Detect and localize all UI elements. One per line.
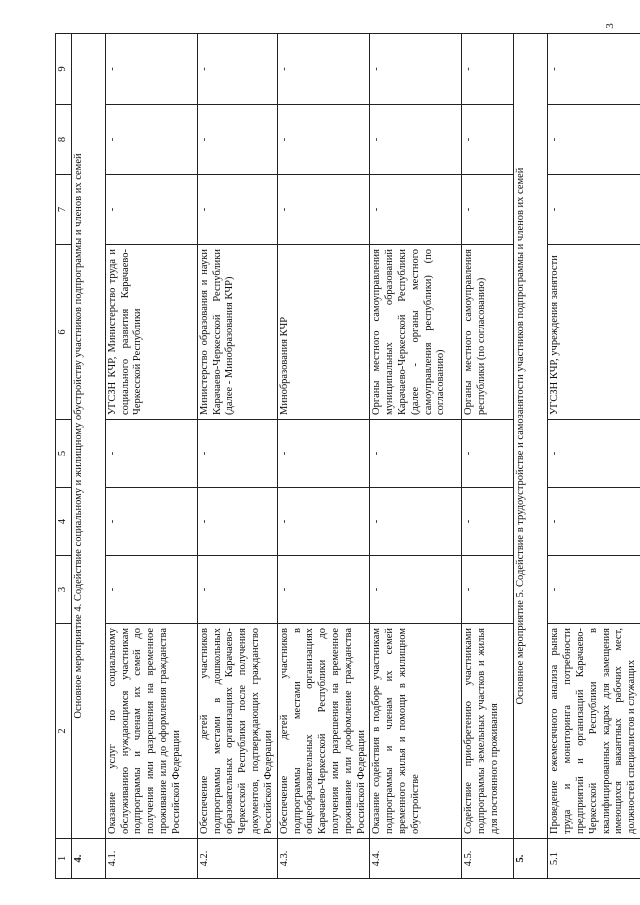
cell-col5: -	[548, 420, 640, 488]
column-number: 1	[56, 839, 72, 879]
cell-col4: -	[370, 488, 462, 556]
section-title: Основное мероприятие 4. Содействие социальному и жилищному обустройству участников подпрограммы и членов их семей	[71, 34, 105, 839]
cell-col3: -	[197, 556, 277, 624]
executor: Министерство образования и науки Карачаево-Черкесской Республики (далее - Минобразования КЧР)	[197, 245, 277, 420]
executor: УГСЗН КЧР, учреждения занятости	[548, 245, 640, 420]
cell-col9: -	[548, 34, 640, 105]
section-number: 4.	[71, 839, 105, 879]
cell-col7: -	[197, 175, 277, 245]
column-number: 7	[56, 175, 72, 245]
activity-description: Проведение ежемесячного анализа рынка труда и мониторинга потребности предприятий и организаций Карачаево-Черкесской Республики в квалифицированных кадрах для замещения имеющихся вакантных рабочих мест, должностей специалистов и служащих	[548, 624, 640, 839]
activity-description: Содействие приобретению участниками подпрограммы земельных участков и жилья для постоянного проживания	[462, 624, 514, 839]
cell-col9: -	[370, 34, 462, 105]
column-number: 6	[56, 245, 72, 420]
executor: УГСЗН КЧР, Министерство труда и социального развития Карачаево-Черкесской Республики	[105, 245, 197, 420]
cell-col9: -	[197, 34, 277, 105]
cell-col3: -	[105, 556, 197, 624]
section-number: 5.	[514, 839, 548, 879]
cell-col5: -	[277, 420, 370, 488]
cell-col3: -	[548, 556, 640, 624]
column-number: 8	[56, 105, 72, 175]
cell-col5: -	[370, 420, 462, 488]
table-row	[548, 34, 640, 879]
cell-col3: -	[277, 556, 370, 624]
cell-col5: -	[197, 420, 277, 488]
cell-col8: -	[105, 105, 197, 175]
executor: Органы местного самоуправления муниципальных образований Карачаево-Черкесской Республики (далее - органы местного самоуправления республики) (по согласованию)	[370, 245, 462, 420]
column-number: 5	[56, 420, 72, 488]
rotated-sheet	[55, 34, 638, 879]
section-title: Основное мероприятие 5. Содействие в трудоустройстве и самозанятости участников подпрограммы и членов их семей	[514, 34, 548, 839]
executor: Минобразования КЧР	[277, 245, 370, 420]
cell-col7: -	[105, 175, 197, 245]
activity-description: Оказание содействия в подборе участникам подпрограммы и членам их семей временного жилья и помощи в жилищном обустройстве	[370, 624, 462, 839]
cell-col4: -	[277, 488, 370, 556]
table-row	[462, 34, 514, 879]
column-number: 3	[56, 556, 72, 624]
row-number: 4.1.	[105, 839, 197, 879]
page-frame	[55, 34, 638, 879]
row-number: 5.1	[548, 839, 640, 879]
cell-col8: -	[197, 105, 277, 175]
cell-col4: -	[197, 488, 277, 556]
activity-description: Оказание услуг по социальному обслуживанию нуждающимся участникам подпрограммы и членам их семей до получения ими разрешения на временное проживание или до оформления гражданства Российской Федерации	[105, 624, 197, 839]
cell-col4: -	[548, 488, 640, 556]
cell-col9: -	[277, 34, 370, 105]
page-number: 3	[603, 23, 616, 29]
cell-col5: -	[105, 420, 197, 488]
table-row	[105, 34, 197, 879]
cell-col3: -	[462, 556, 514, 624]
cell-col3: -	[370, 556, 462, 624]
cell-col7: -	[277, 175, 370, 245]
table-row	[277, 34, 370, 879]
cell-col4: -	[105, 488, 197, 556]
column-number: 9	[56, 34, 72, 105]
activity-description: Обеспечение детей участников подпрограммы местами в общеобразовательных организациях Карачаево-Черкесской Республики до получения ими разрешения на временное проживание или доофомление гражданства Российской Федерации	[277, 624, 370, 839]
activity-description: Обеспечение детей участников подпрограммы местами в дошкольных образовательных организациях Карачаево-Черкесской Республики после получения документов, подтверждающих гражданство Российской Федерации	[197, 624, 277, 839]
cell-col8: -	[462, 105, 514, 175]
cell-col5: -	[462, 420, 514, 488]
column-number: 2	[56, 624, 72, 839]
row-number: 4.3.	[277, 839, 370, 879]
cell-col8: -	[548, 105, 640, 175]
section-header-5	[514, 34, 548, 879]
section-header-4	[71, 34, 105, 879]
cell-col7: -	[462, 175, 514, 245]
cell-col9: -	[462, 34, 514, 105]
cell-col8: -	[277, 105, 370, 175]
table-row	[370, 34, 462, 879]
cell-col4: -	[462, 488, 514, 556]
cell-col7: -	[370, 175, 462, 245]
column-number: 4	[56, 488, 72, 556]
table-row	[197, 34, 277, 879]
cell-col9: -	[105, 34, 197, 105]
row-number: 4.4.	[370, 839, 462, 879]
activities-table	[55, 33, 640, 879]
row-number: 4.2.	[197, 839, 277, 879]
executor: Органы местного самоуправления республики (по согласованию)	[462, 245, 514, 420]
column-number-row	[56, 34, 72, 879]
row-number: 4.5.	[462, 839, 514, 879]
cell-col8: -	[370, 105, 462, 175]
cell-col7: -	[548, 175, 640, 245]
